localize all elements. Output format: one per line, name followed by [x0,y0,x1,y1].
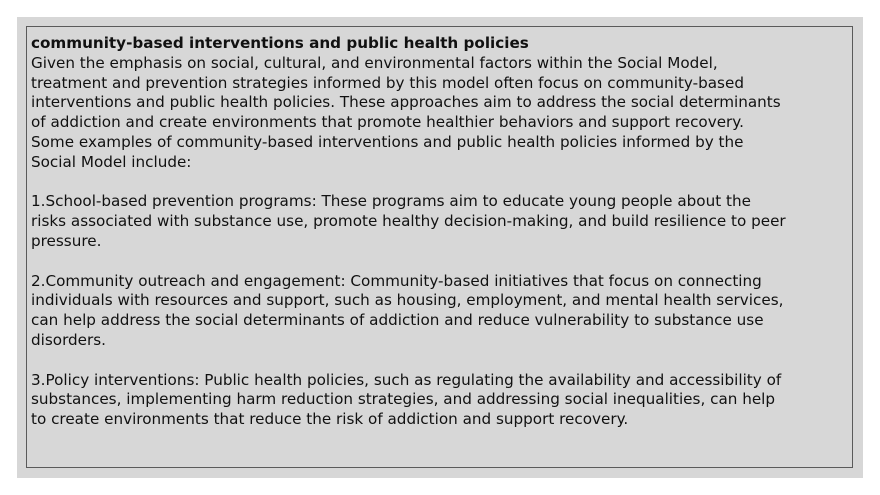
list-item-line: 2.Community outreach and engagement: Community-based initiatives that focus on connecting [31,271,762,290]
list-item-line: individuals with resources and support, such as housing, employment, and mental health services, [31,291,784,310]
list-item-line: disorders. [31,330,107,349]
intro-line: interventions and public health policies. These approaches aim to address the social determinants [31,93,781,112]
intro-line: Social Model include: [31,152,192,171]
slide-heading: community-based interventions and public health policies [31,34,529,52]
list-item-school-prevention [31,192,861,251]
paragraph-spacer [31,252,861,272]
intro-line: of addiction and create environments that promote healthier behaviors and support recovery. [31,113,744,132]
list-item-line: to create environments that reduce the risk of addiction and support recovery. [31,410,629,429]
list-item-policy-interventions [31,371,861,430]
paragraph-spacer [31,351,861,371]
list-item-line: 1.School-based prevention programs: These programs aim to educate young people about the [31,192,751,211]
list-item-line: risks associated with substance use, promote healthy decision-making, and build resilience to peer [31,212,786,231]
list-item-line: pressure. [31,231,102,250]
intro-paragraph [31,54,861,173]
intro-line: Some examples of community-based interventions and public health policies informed by the [31,132,744,151]
intro-line: treatment and prevention strategies informed by this model often focus on community-based [31,73,744,92]
list-item-line: substances, implementing harm reduction strategies, and addressing social inequalities, can help [31,390,776,409]
intro-line: Given the emphasis on social, cultural, and environmental factors within the Social Model, [31,53,718,72]
list-item-line: 3.Policy interventions: Public health policies, such as regulating the availability and accessibility of [31,370,782,389]
slide-text-body [31,34,861,430]
list-item-community-outreach [31,272,861,351]
paragraph-spacer [31,173,861,193]
list-item-line: can help address the social determinants of addiction and reduce vulnerability to substance use [31,311,764,330]
